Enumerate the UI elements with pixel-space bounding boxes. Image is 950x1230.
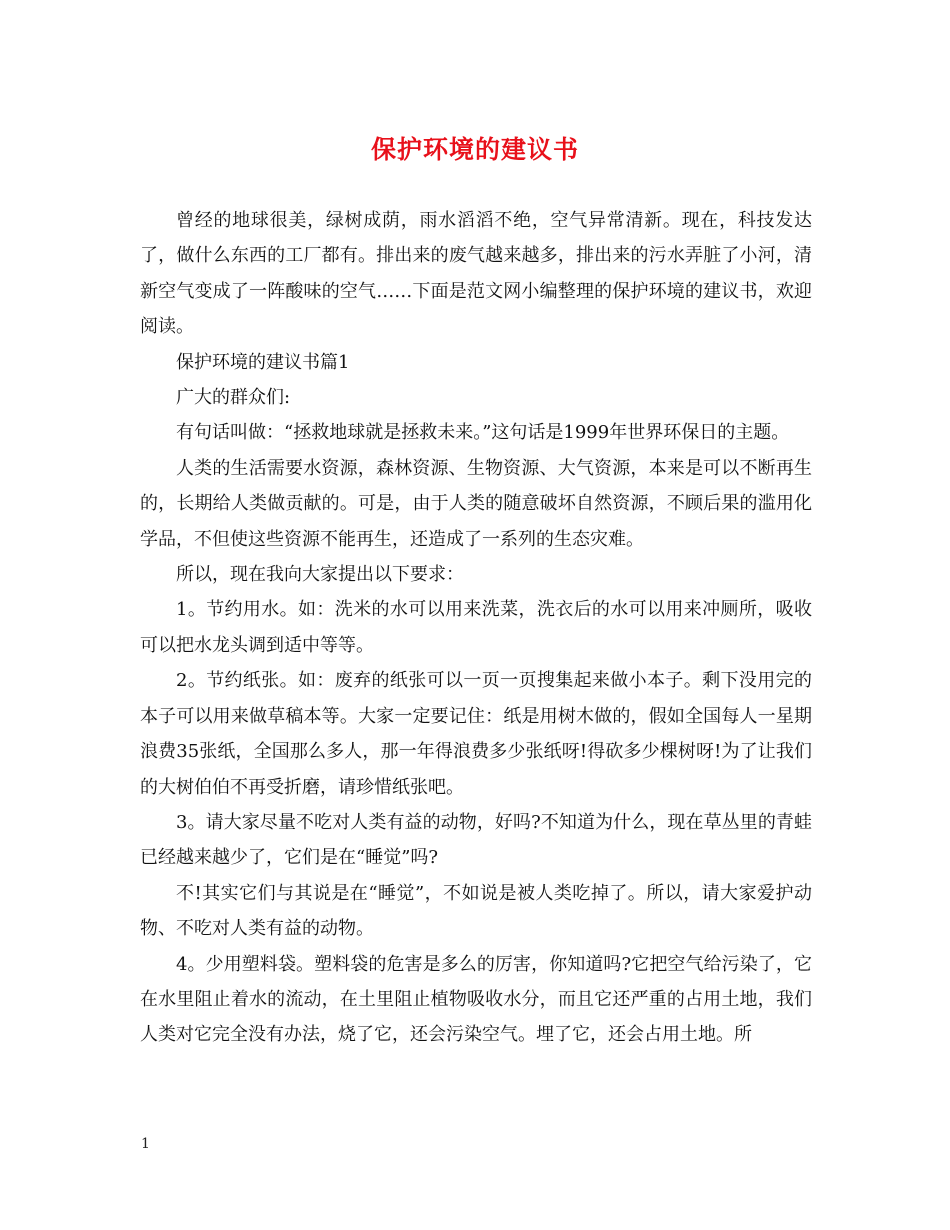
body-paragraph: 曾经的地球很美，绿树成荫，雨水滔滔不绝，空气异常清新。现在，科技发达了，做什么东西的工厂都有。排出来的废气越来越多，排出来的污水弄脏了小河，清新空气变成了一阵酸味的空气……下面是范文网小编整理的保护环境的建议书，欢迎阅读。 <box>140 210 812 338</box>
body-paragraph: 不!其实它们与其说是在“睡觉”，不如说是被人类吃掉了。所以，请大家爱护动物、不吃对人类有益的动物。 <box>140 882 812 940</box>
list-item: 1。节约用水。如：洗米的水可以用来洗菜，洗衣后的水可以用来冲厕所，吸收可以把水龙头调到适中等等。 <box>140 599 812 656</box>
list-item: 2。节约纸张。如：废弃的纸张可以一页一页搜集起来做小本子。剩下没用完的本子可以用来做草稿本等。大家一定要记住：纸是用树木做的，假如全国每人一星期浪费35张纸，全国那么多人，那一年得浪费多少张纸呀!得砍多少棵树呀!为了让我们的大树伯伯不再受折磨，请珍惜纸张吧。 <box>140 670 812 798</box>
body-paragraph: 有句话叫做：“拯救地球就是拯救未来。”这句话是1999年世界环保日的主题。 <box>176 422 790 444</box>
section-heading: 保护环境的建议书篇1 <box>176 351 350 373</box>
document-body <box>140 203 812 1053</box>
document-title: 保护环境的建议书 <box>370 135 579 164</box>
page-number: 1 <box>141 1136 150 1152</box>
body-paragraph: 所以，现在我向大家提出以下要求： <box>176 564 464 586</box>
salutation: 广大的群众们: <box>176 387 291 409</box>
body-paragraph: 人类的生活需要水资源，森林资源、生物资源、大气资源，本来是可以不断再生的，长期给人类做贡献的。可是，由于人类的随意破坏自然资源，不顾后果的滥用化学品，不但使这些资源不能再生，还造成了一系列的生态灾难。 <box>140 457 812 550</box>
list-item: 4。少用塑料袋。塑料袋的危害是多么的厉害，你知道吗?它把空气给污染了，它在水里阻止着水的流动，在土里阻止植物吸收水分，而且它还严重的占用土地，我们人类对它完全没有办法，烧了它，还会污染空气。埋了它，还会占用土地。所 <box>140 953 812 1046</box>
list-item: 3。请大家尽量不吃对人类有益的动物，好吗?不知道为什么，现在草丛里的青蛙已经越来越少了，它们是在“睡觉”吗? <box>140 811 812 869</box>
